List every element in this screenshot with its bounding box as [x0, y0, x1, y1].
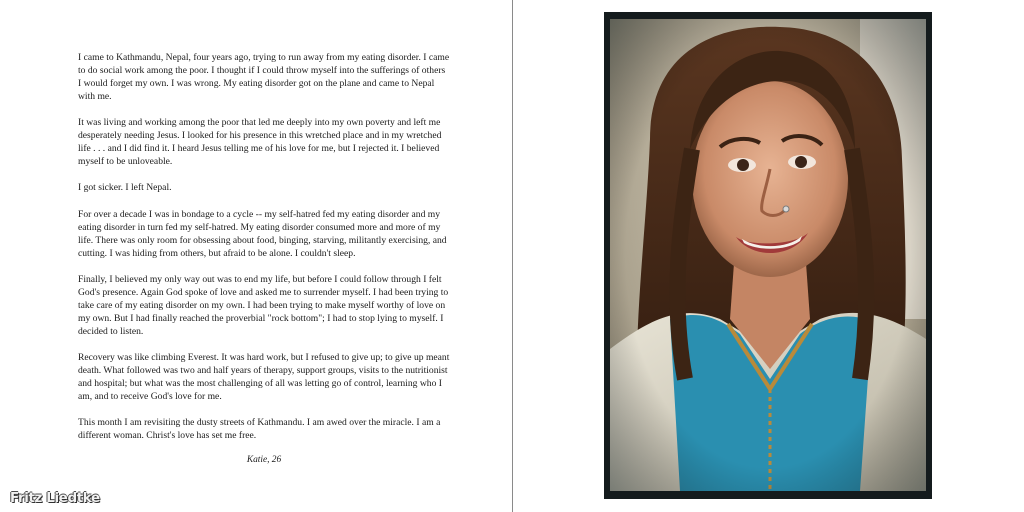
story-paragraph-5: Finally, I believed my only way out was to end my life, but before I could follow through I felt God's presence. Again God spoke of love and asked me to surrender myself. I had been trying to take care of my eating disorder on my own. I had been trying to make myself worthy of love on my own. But I had finally reached the proverbial "rock bottom"; I had to stop lying to myself. I decided to listen. — [78, 273, 449, 337]
story-paragraph-1: I came to Kathmandu, Nepal, four years ago, trying to run away from my eating disorder. I came to do social work among the poor. I thought if I could throw myself into the sufferings of others I would forget my own. I was wrong. My eating disorder got on the plane and came to Nepal with me. — [78, 52, 450, 102]
story-text — [78, 51, 450, 467]
story-paragraph-7: This month I am revisiting the dusty streets of Kathmandu. I am awed over the miracle. I am a different woman. Christ's love has set me free. — [78, 417, 441, 442]
photographer-credit: Fritz Liedtke — [10, 490, 100, 506]
story-paragraph-3: I got sicker. I left Nepal. — [78, 182, 172, 194]
portrait-photo-frame — [604, 12, 932, 499]
story-paragraph-6: Recovery was like climbing Everest. It was hard work, but I refused to give up; to give up meant death. What followed was two and half years of therapy, support groups, visits to the nutritionist and hospital; but what was the most challenging of all was letting go of control, learning who I am, and to receive God's love for me. — [78, 351, 450, 402]
portrait-illustration — [610, 19, 926, 491]
story-signature: Katie, 26 — [246, 455, 282, 466]
portrait-photo — [610, 19, 926, 491]
story-paragraph-2: It was living and working among the poor that led me deeply into my own poverty and left me desperately needing Jesus. I looked for his presence in this wretched place and in my wretched life . . . and I did find it. I heard Jesus telling me of his love for me, but I rejected it. I believed myself to be unloveable. — [78, 117, 442, 168]
story-paragraph-4: For over a decade I was in bondage to a cycle -- my self-hatred fed my eating disorder and my eating disorder in turn fed my self-hatred. My eating disorder consumed more and more of my life. There was only room for obsessing about food, binging, starving, militantly exercising, and cutting. I was hiding from others, but afraid to be alone. I couldn't sleep. — [78, 208, 447, 259]
